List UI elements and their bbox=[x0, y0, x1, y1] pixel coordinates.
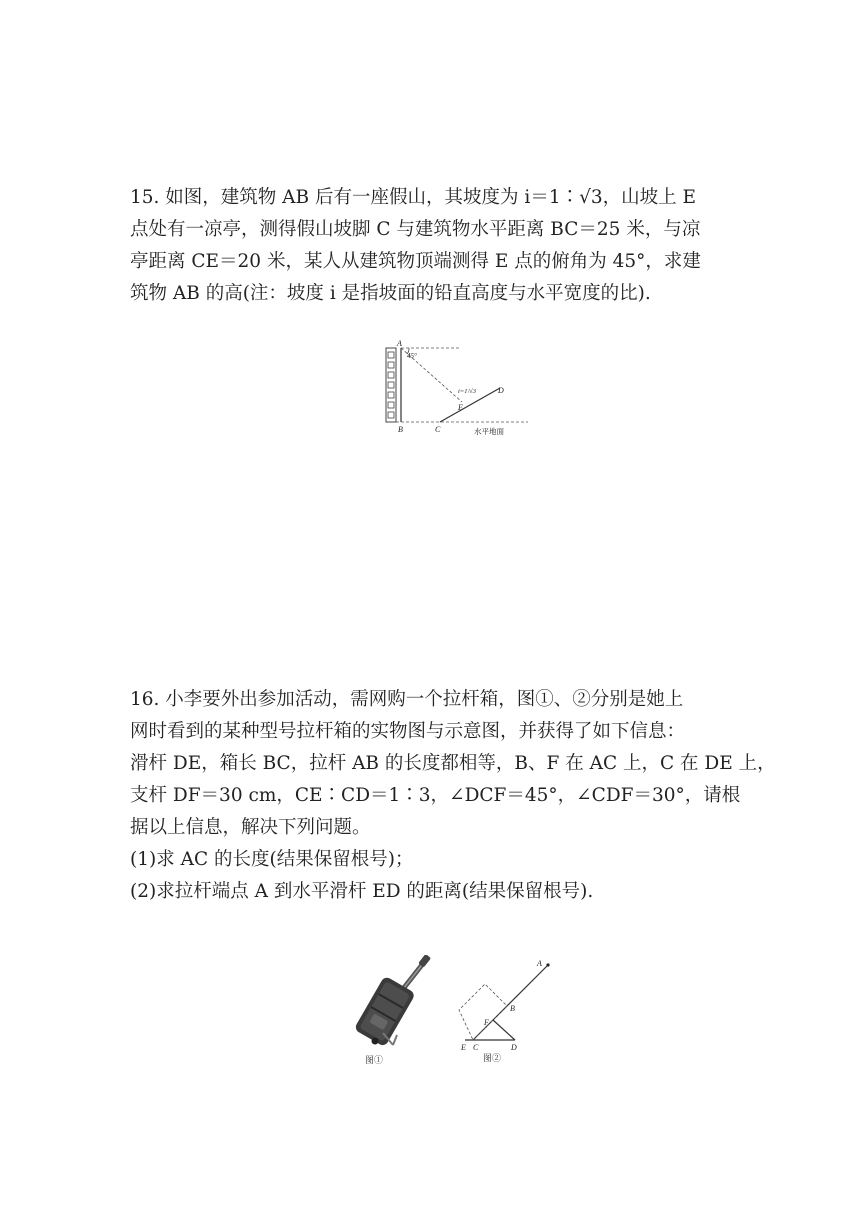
point-b-label: B bbox=[510, 1004, 515, 1013]
point-c-label: C bbox=[473, 1043, 479, 1052]
slope-label: i=1∶√3 bbox=[458, 388, 476, 395]
problem-16-text bbox=[130, 684, 776, 908]
problem-15-figure bbox=[380, 338, 530, 438]
point-a-dot bbox=[546, 963, 549, 966]
problem-15-line-1: 15. 如图，建筑物 AB 后有一座假山，其坡度为 i＝1∶√3，山坡上 E bbox=[130, 187, 697, 208]
point-d-label: D bbox=[511, 1043, 517, 1052]
problem-15-text bbox=[130, 182, 740, 310]
point-f-label: F bbox=[484, 1018, 489, 1027]
case-dashed-outline bbox=[459, 984, 507, 1040]
problem-16-line-4: 支杆 DF＝30 cm，CE∶CD＝1∶3，∠DCF＝45°，∠CDF＝30°，请根 bbox=[130, 785, 741, 806]
problem-16-part-1: (1)求 AC 的长度(结果保留根号)； bbox=[130, 849, 414, 870]
problem-15-line-2: 点处有一凉亭，测得假山坡脚 C 与建筑物水平距离 BC＝25 米，与凉 bbox=[130, 219, 701, 240]
problem-16-line-1: 16. 小李要外出参加活动，需网购一个拉杆箱，图①、②分别是她上 bbox=[130, 689, 684, 710]
point-e-label: E bbox=[461, 1043, 466, 1052]
building-windows bbox=[388, 352, 394, 418]
ground-label: 水平地面 bbox=[474, 427, 504, 436]
problem-16-part-2: (2)求拉杆端点 A 到水平滑杆 ED 的距离(结果保留根号). bbox=[130, 881, 594, 902]
problem-15-line-3: 亭距离 CE＝20 米，某人从建筑物顶端测得 E 点的俯角为 45°，求建 bbox=[130, 251, 701, 272]
problem-16-line-2: 网时看到的某种型号拉杆箱的实物图与示意图，并获得了如下信息： bbox=[130, 721, 686, 742]
point-c-label: C bbox=[435, 425, 441, 434]
point-d-label: D bbox=[498, 386, 504, 395]
suitcase-wheel bbox=[372, 1038, 379, 1045]
suitcase-photo-figure bbox=[345, 955, 440, 1070]
angle-label: 45° bbox=[407, 352, 417, 360]
building-rect bbox=[386, 348, 396, 422]
problem-15-line-4: 筑物 AB 的高(注：坡度 i 是指坡面的铅直高度与水平宽度的比). bbox=[130, 283, 651, 304]
problem-16-line-3: 滑杆 DE，箱长 BC，拉杆 AB 的长度都相等，B、F 在 AC 上，C 在 DE 上， bbox=[130, 753, 776, 774]
point-a-label: A bbox=[397, 339, 402, 348]
figure-1-caption: 图① bbox=[365, 1055, 384, 1065]
point-e-label: E bbox=[458, 403, 463, 412]
point-b-label: B bbox=[398, 425, 403, 434]
figure-2-caption: 图② bbox=[483, 1053, 502, 1063]
point-a-label: A bbox=[537, 959, 542, 968]
support-df-line bbox=[493, 1020, 515, 1040]
problem-16-line-5: 据以上信息，解决下列问题。 bbox=[130, 817, 371, 838]
suitcase-diagram-figure bbox=[455, 955, 565, 1070]
